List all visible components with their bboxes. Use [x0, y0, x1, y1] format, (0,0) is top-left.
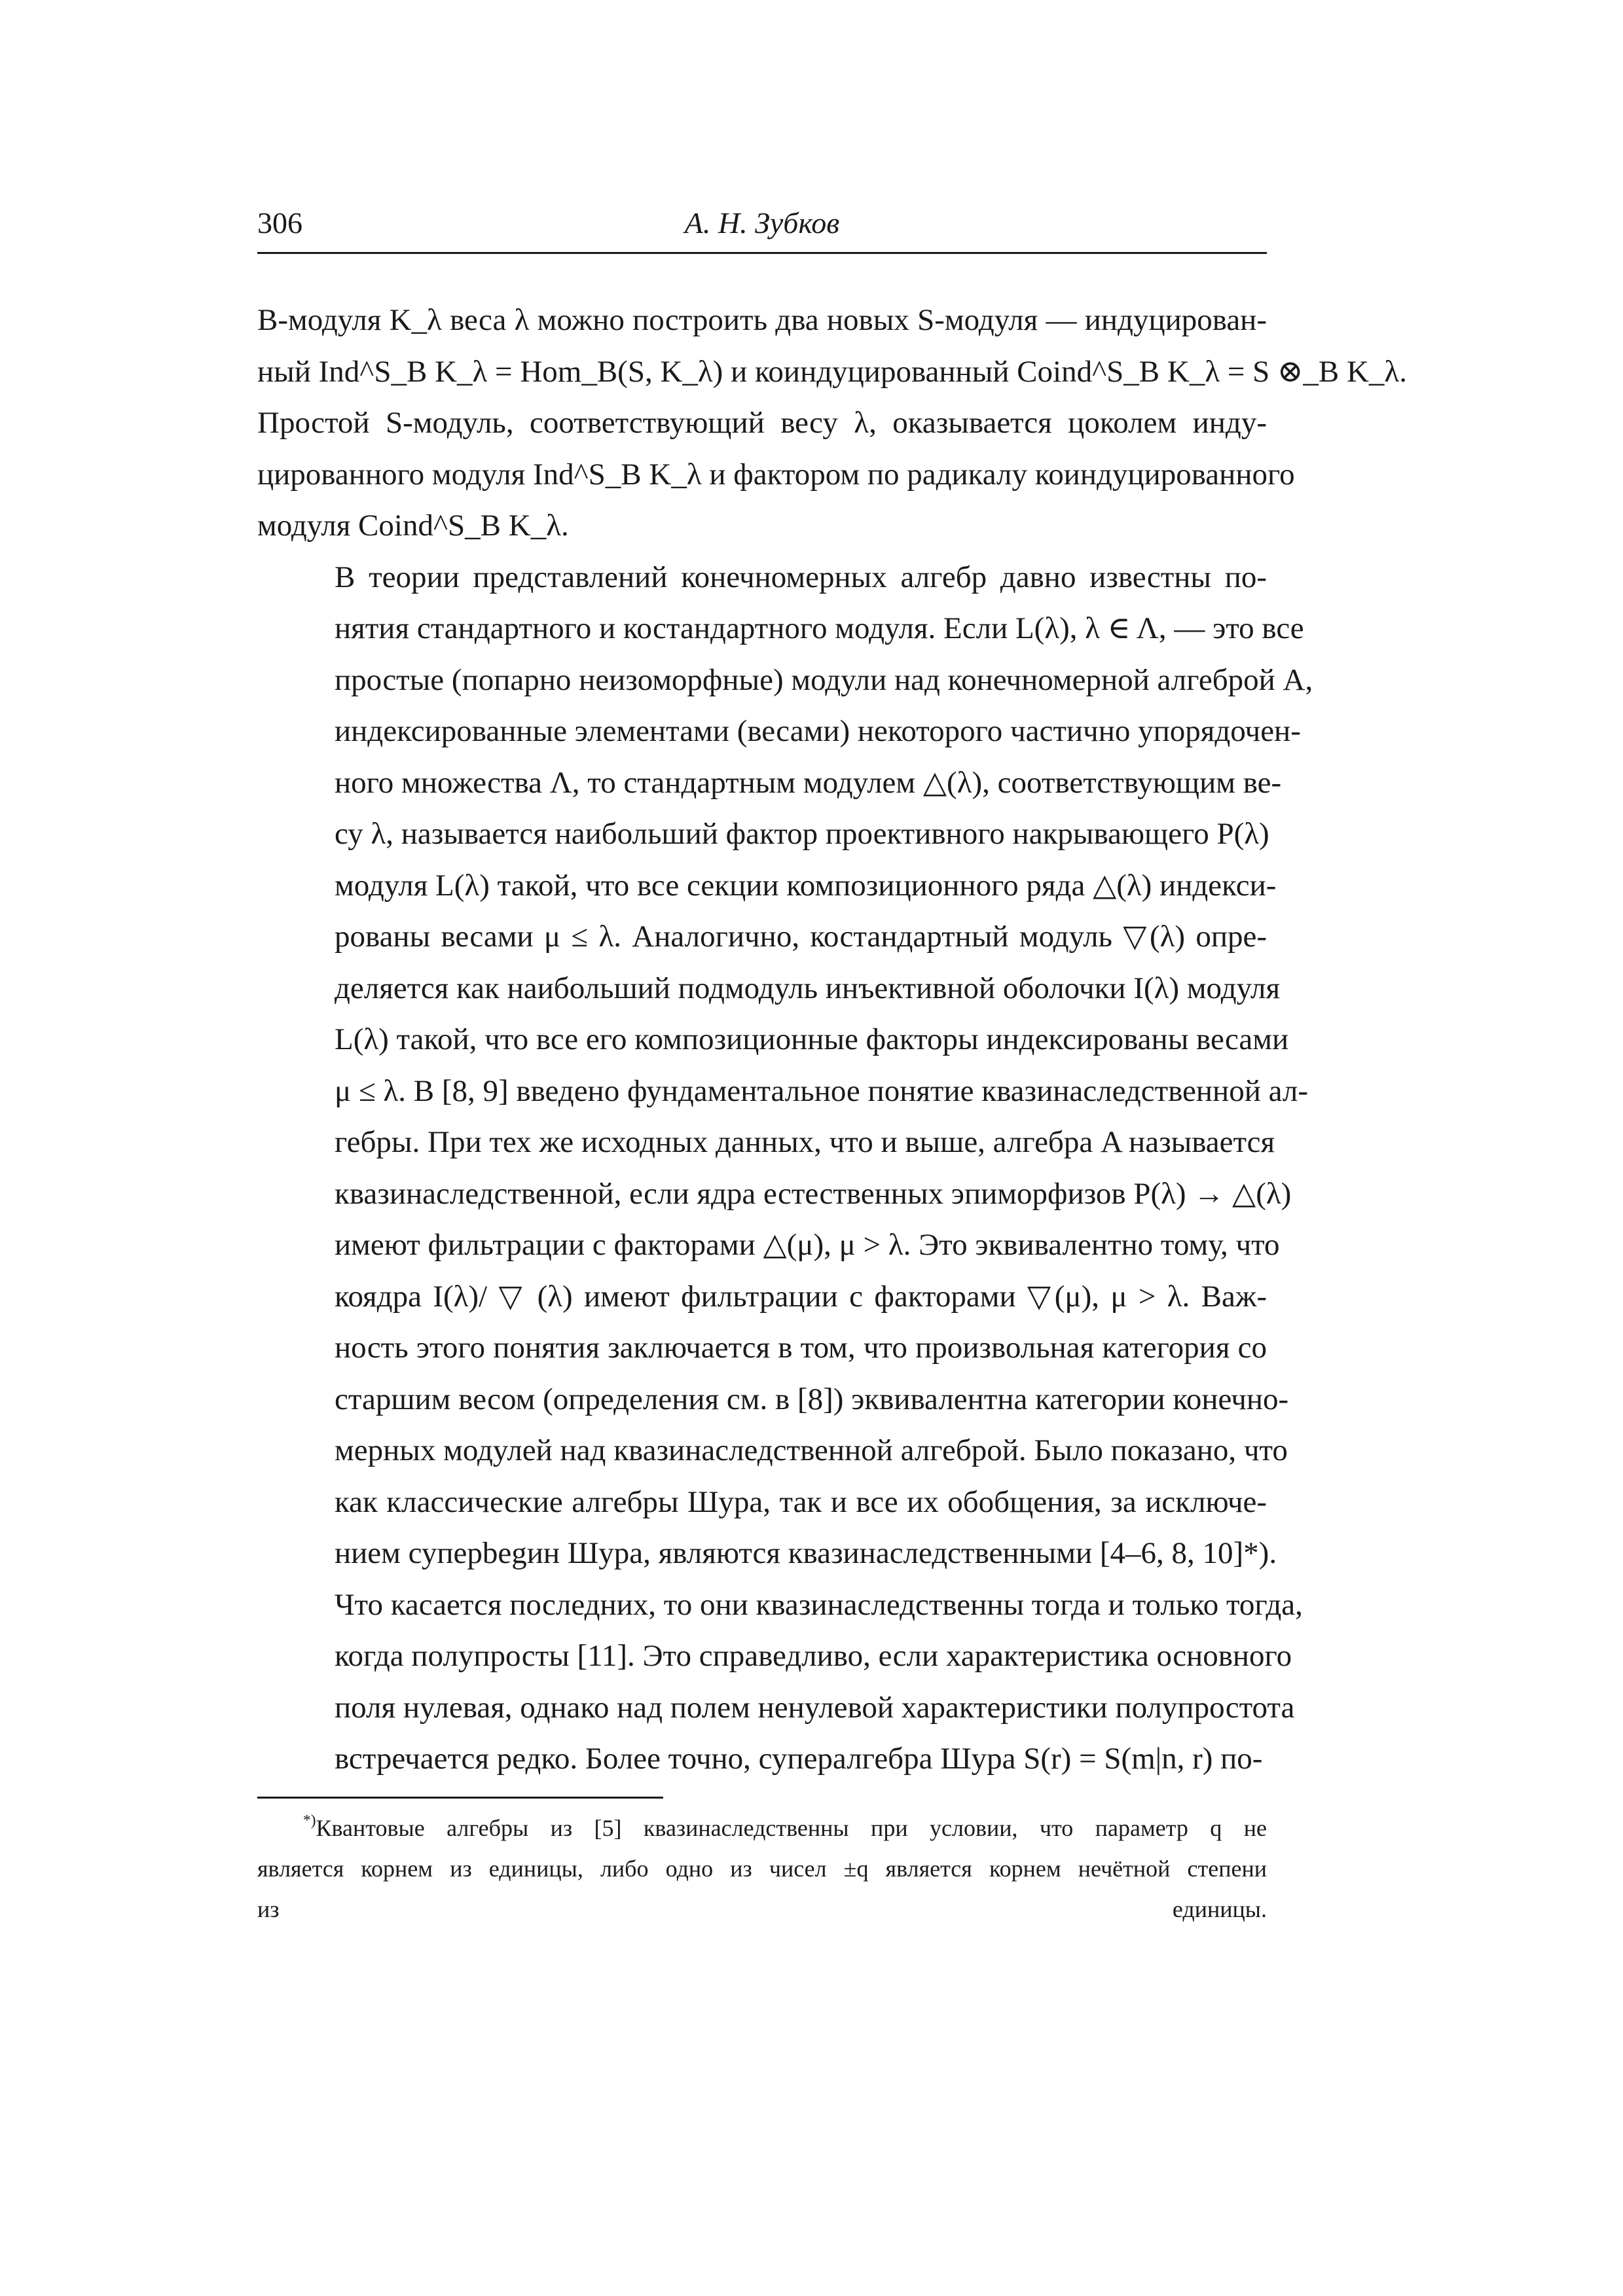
text-line: коядра I(λ)/ ▽ (λ) имеют фильтрации с факторами ▽(μ), μ > λ. Важ- [335, 1279, 1267, 1314]
page-number: 306 [257, 206, 302, 240]
text-line: гебры. При тех же исходных данных, что и выше, алгебра A называется [335, 1125, 1275, 1159]
text-line: ного множества Λ, то стандартным модулем △(λ), соответствующим ве- [335, 765, 1282, 800]
footnote-line [257, 1808, 1267, 1848]
text-line: модуля Coind^S_B K_λ. [257, 509, 569, 543]
text-line: В теории представлений конечномерных алгебр давно известны по- [335, 560, 1267, 594]
text-line: встречается редко. Более точно, супералгебра Шура S(r) = S(m|n, r) по- [335, 1742, 1263, 1776]
text-line: ный Ind^S_B K_λ = Hom_B(S, K_λ) и коиндуцированный Coind^S_B K_λ = S ⊗_B K_λ. [257, 354, 1407, 389]
body-text [257, 295, 1407, 1785]
text-line: Простой S-модуль, соответствующий весу λ, оказывается цоколем инду- [257, 406, 1267, 440]
text-line: Что касается последних, то они квазинаследственны тогда и только тогда, [335, 1587, 1303, 1622]
footnote-marker: *) [303, 1812, 316, 1829]
text-line: цированного модуля Ind^S_B K_λ и фактором по радикалу коиндуцированного [257, 457, 1295, 492]
paragraph [257, 295, 1407, 552]
text-line: нятия стандартного и костандартного модуля. Если L(λ), λ ∈ Λ, — это все [335, 611, 1304, 645]
text-line: имеют фильтрации с факторами △(μ), μ > λ. Это эквивалентно тому, что [335, 1228, 1280, 1262]
text-line: L(λ) такой, что все его композиционные факторы индексированы весами [335, 1022, 1289, 1056]
text-line: B-модуля K_λ веса λ можно построить два новых S-модуля — индуцирован- [257, 303, 1267, 337]
footnote-line: является корнем из единицы, либо одно из чисел ±q является корнем нечётной степени [257, 1856, 1267, 1882]
text-line: ность этого понятия заключается в том, что произвольная категория со [335, 1331, 1267, 1365]
text-line: как классические алгебры Шура, так и все их обобщения, за исключе- [335, 1484, 1267, 1519]
paragraph [257, 552, 1313, 1785]
text-line: рованы весами μ ≤ λ. Аналогично, костандартный модуль ▽(λ) опре- [335, 920, 1267, 954]
text-line: мерных модулей над квазинаследственной алгеброй. Было показано, что [335, 1433, 1288, 1467]
footnote-line: из единицы. [257, 1896, 1267, 1922]
footnote-text: Квантовые алгебры из [5] квазинаследственны при условии, что параметр q не [316, 1815, 1267, 1841]
page-header [257, 200, 1267, 254]
text-line: квазинаследственной, если ядра естественных эпиморфизов P(λ) → △(λ) [335, 1176, 1292, 1211]
text-line: деляется как наибольший подмодуль инъективной оболочки I(λ) модуля [335, 971, 1281, 1005]
text-line: модуля L(λ) такой, что все секции композиционного ряда △(λ) индекси- [335, 868, 1277, 903]
text-line: нием суперbegин Шура, являются квазинаследственными [4–6, 8, 10]*). [335, 1536, 1277, 1570]
text-line: простые (попарно неизоморфные) модули над конечномерной алгеброй A, [335, 662, 1313, 697]
text-line: поля нулевая, однако над полем ненулевой характеристики полупростота [335, 1690, 1295, 1725]
text-line: когда полупросты [11]. Это справедливо, если характеристика основного [335, 1639, 1292, 1673]
text-line: индексированные элементами (весами) некоторого частично упорядочен- [335, 714, 1301, 748]
text-line: су λ, называется наибольший фактор проективного накрывающего P(λ) [335, 817, 1269, 851]
text-line: старшим весом (определения см. в [8]) эквивалентна категории конечно- [335, 1382, 1289, 1416]
footnote-rule [257, 1797, 663, 1799]
running-title: А. Н. Зубков [684, 206, 840, 240]
text-line: μ ≤ λ. В [8, 9] введено фундаментальное понятие квазинаследственной ал- [335, 1073, 1308, 1108]
footnote [257, 1808, 1267, 1929]
